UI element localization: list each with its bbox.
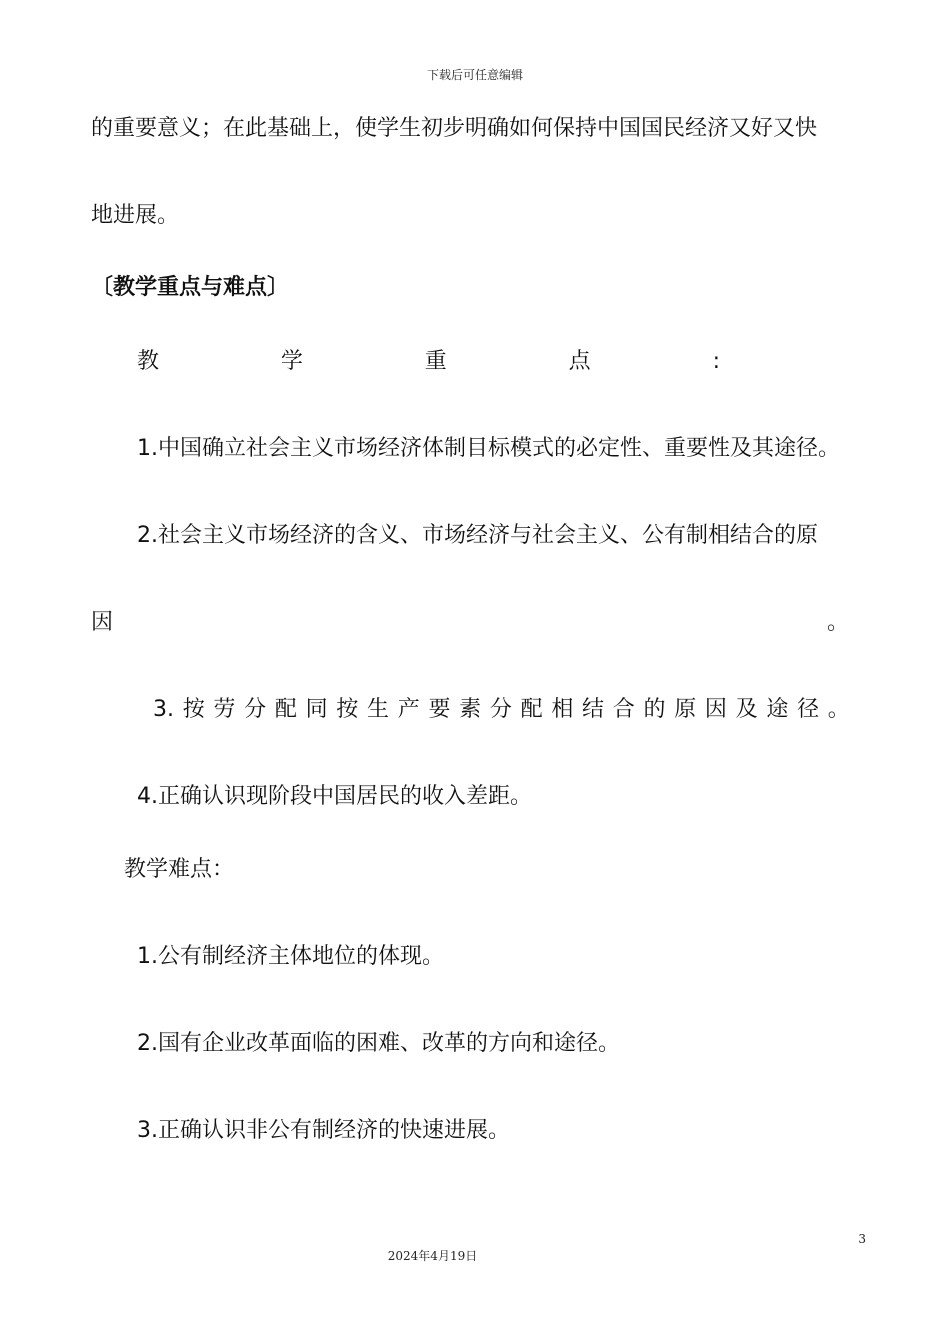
key-point-item-1: 1.中国确立社会主义市场经济体制目标模式的必定性、重要性及其途径。 [137,436,840,461]
key-points-label-char: 重 [424,349,447,374]
paragraph-line: 地进展。 [91,203,180,228]
key-point-item-3-char: 及 [735,697,758,722]
paragraph-line: 的重要意义；在此基础上，使学生初步明确如何保持中国国民经济又好又快 [91,116,818,141]
page-number: 3 [858,1232,866,1246]
key-point-item-2-continuation [91,608,849,638]
key-point-item-3-char: 生 [367,697,390,722]
page-header-note: 下载后可任意编辑 [426,68,523,82]
key-point-item-3 [153,695,850,725]
key-points-label-char: 学 [280,349,303,374]
key-point-item-3-char: 结 [582,697,605,722]
key-point-item-3-char: 按 [182,697,205,722]
key-point-item-3-char: 要 [428,697,451,722]
key-point-item-3-char: 径 [797,697,820,722]
key-point-item-3-char: 分 [244,697,267,722]
continuation-text: 因 [91,610,114,635]
key-point-item-3-char: 3. [153,697,174,722]
key-point-item-3-char: 的 [643,697,666,722]
section-heading: 〔教学重点与难点〕 [91,275,290,300]
key-points-label [137,347,720,377]
difficulty-item-2: 2.国有企业改革面临的困难、改革的方向和途径。 [137,1031,620,1056]
key-point-item-4: 4.正确认识现阶段中国居民的收入差距。 [137,784,532,809]
key-point-item-3-char: 相 [551,697,574,722]
key-point-item-3-char: 合 [612,697,635,722]
key-point-item-3-char: 配 [520,697,543,722]
key-point-item-3-char: 途 [766,697,789,722]
key-point-item-3-char: 同 [305,697,328,722]
key-points-label-char: 教 [137,349,160,374]
difficulties-label: 教学难点： [124,857,235,882]
difficulty-item-3: 3.正确认识非公有制经济的快速进展。 [137,1118,510,1143]
key-points-label-char: : [712,349,720,374]
key-point-item-3-char: 分 [489,697,512,722]
difficulty-item-1: 1.公有制经济主体地位的体现。 [137,944,444,969]
continuation-period: 。 [826,610,849,635]
page-date: 2024年4月19日 [387,1249,478,1263]
key-point-item-3-char: 原 [674,697,697,722]
key-point-item-3-char: 产 [397,697,420,722]
key-point-item-3-char: 因 [704,697,727,722]
key-point-item-3-char: 配 [274,697,297,722]
key-points-label-char: 点 [568,349,591,374]
key-point-item-3-char: 劳 [213,697,236,722]
key-point-item-3-char: 。 [827,697,850,722]
key-point-item-3-char: 素 [459,697,482,722]
key-point-item-2: 2.社会主义市场经济的含义、市场经济与社会主义、公有制相结合的原 [137,523,818,548]
key-point-item-3-char: 按 [336,697,359,722]
